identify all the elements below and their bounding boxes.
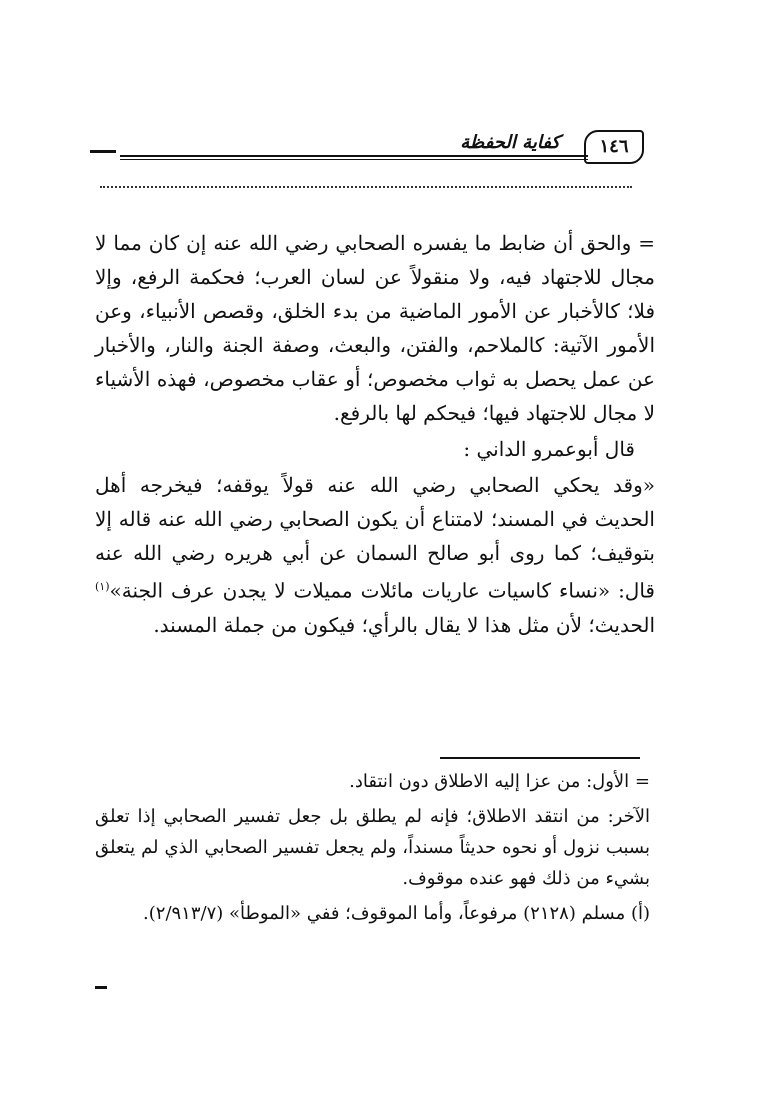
footnote-line: الآخر: من انتقد الاطلاق؛ فإنه لم يطلق بل جعل تفسير الصحابي إذا تعلق بسبب نزول أو نحوه حديثاً مسنداً، ولم يجعل تفسير الصحابي الذي لم يتعلق بشيء من ذلك فهو عنده موقوف. [95, 806, 650, 889]
footnote-marker: (١) [95, 580, 110, 593]
footnotes [95, 766, 650, 933]
quote-paragraph [95, 468, 655, 642]
quote-text: «وقد يحكي الصحابي رضي الله عنه قولاً يوقفه؛ فيخرجه أهل الحديث في المسند؛ لامتناع أن يكون الصحابي رضي الله عنه قاله إلا بتوقيف؛ كما روى أبو صالح السمان عن أبي هريره رضي الله عنه قال: «نساء كاسيات عاريات مائلات مميلات لا يجدن عرف الجنة» [95, 473, 655, 603]
header-rule [120, 155, 588, 157]
dotted-separator [100, 186, 632, 188]
footnote-rule [440, 757, 640, 759]
page-header [90, 124, 650, 164]
main-text [95, 226, 655, 644]
footnote-line: = الأول: من عزا إليه الاطلاق دون انتقاد. [349, 771, 650, 792]
header-dash [90, 150, 116, 153]
footnote-line: (أ) مسلم (٢١٢٨) مرفوعاً، وأما الموقوف؛ ففي «الموطأ» (٢/٩١٣/٧). [143, 903, 650, 924]
quote-heading: قال أبوعمرو الداني : [463, 437, 635, 461]
page-number: ١٤٦ [584, 130, 644, 164]
page-end-mark [95, 986, 107, 989]
book-title: كفاية الحفظة [460, 132, 560, 153]
paragraph: = والحق أن ضابط ما يفسره الصحابي رضي الله عنه إن كان مما لا مجال للاجتهاد فيه، ولا منقولاً عن لسان العرب؛ فحكمة الرفع، وإلا فلا؛ كالأخبار عن الأمور الماضية من بدء الخلق، وقصص الأنبياء، وعن الأمور الآتية: كالملاحم، والفتن، والبعث، وصفة الجنة والنار، والأخبار عن عمل يحصل به ثواب مخصوص؛ أو عقاب مخصوص، فهذه الأشياء لا مجال للاجتهاد فيها؛ فيحكم لها بالرفع. [95, 231, 655, 425]
quote-text-end: الحديث؛ لأن مثل هذا لا يقال بالرأي؛ فيكون من جملة المسند. [153, 612, 655, 637]
header-rule-thin [120, 159, 588, 160]
